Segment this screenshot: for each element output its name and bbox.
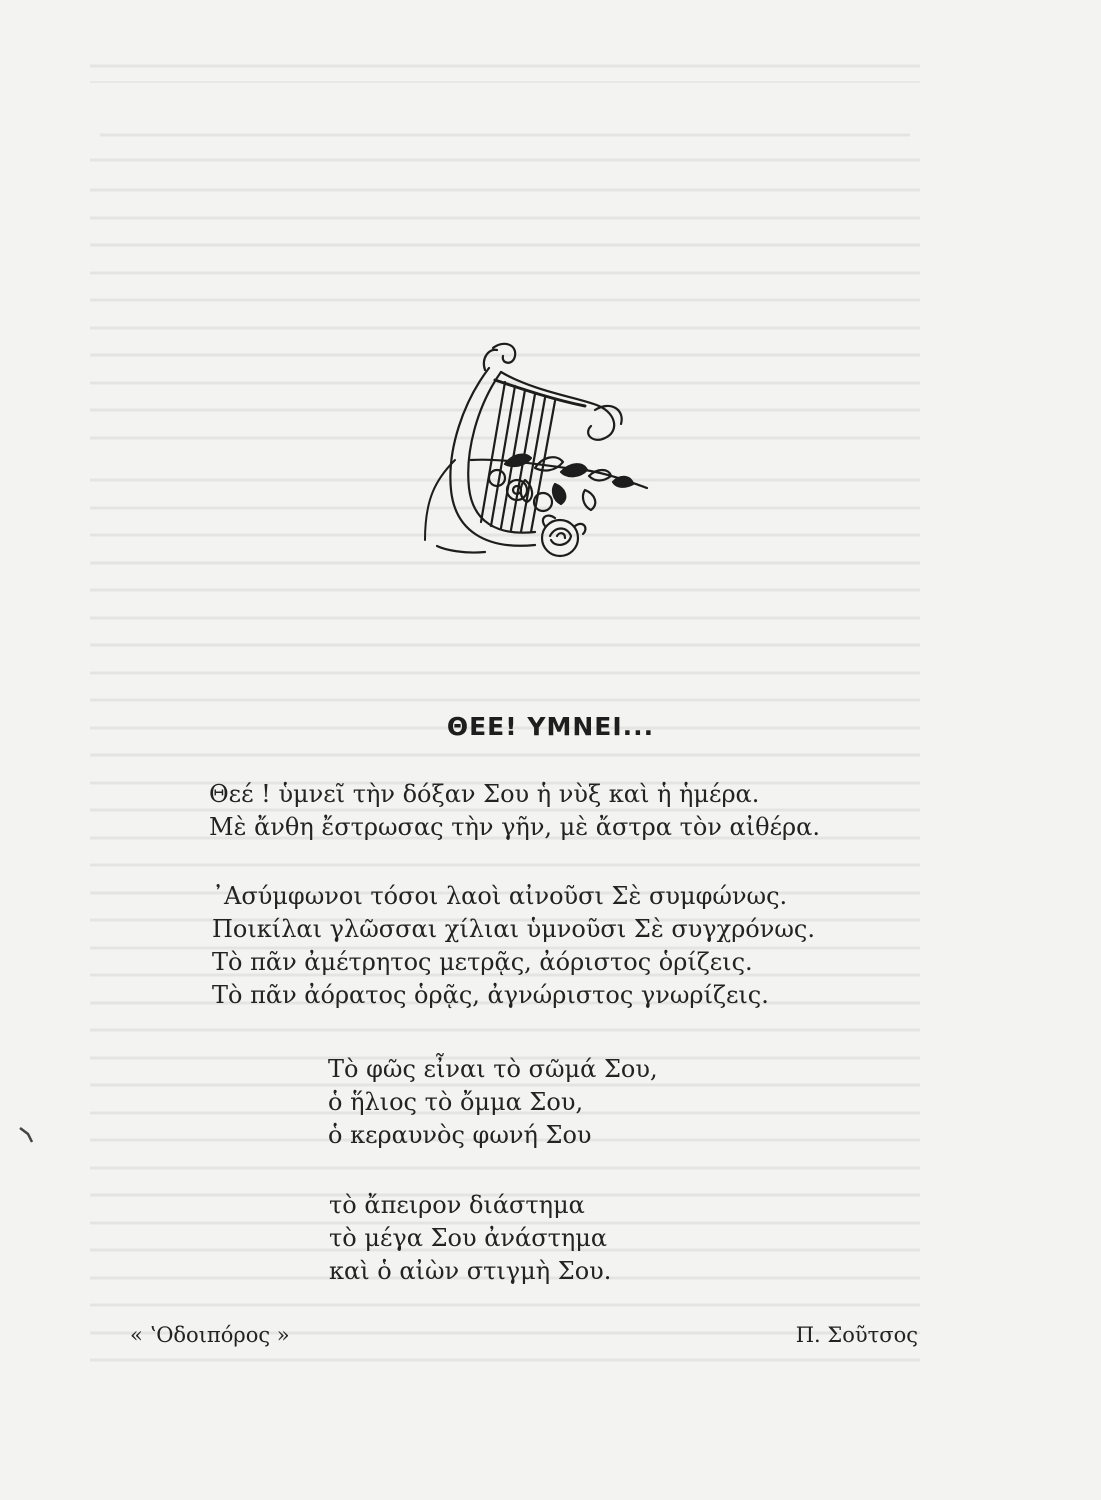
poem-line: Τὸ πᾶν ἀμέτρητος μετρᾷς, ἀόριστος ὁρίζεις. [212, 948, 753, 976]
poem-line: Τὸ πᾶν ἀόρατος ὁρᾷς, ἀγνώριστος γνωρίζεις. [212, 981, 769, 1009]
poem-line: ὁ κεραυνὸς φωνή Σου [328, 1121, 592, 1149]
poem-line: Μὲ ἄνθη ἔστρωσας τὴν γῆν, μὲ ἄστρα τὸν αἰθέρα. [209, 813, 820, 841]
poem-line: Ποικίλαι γλῶσσαι χίλιαι ὑμνοῦσι Σὲ συγχρόνως. [212, 915, 815, 943]
author-name: Π. Σοῦτσος [795, 1323, 918, 1347]
poem-line: τὸ ἄπειρον διάστημα [329, 1191, 585, 1219]
poem-line: ᾿Ασύμφωνοι τόσοι λαοὶ αἰνοῦσι Σὲ συμφώνως. [212, 882, 788, 910]
poem-title: ΘΕΕ! ΥΜΝΕΙ... [446, 712, 655, 741]
poem-line: ὁ ἥλιος τὸ ὄμμα Σου, [328, 1088, 584, 1116]
poem-line: Τὸ φῶς εἶναι τὸ σῶμά Σου, [328, 1055, 658, 1083]
source-citation: « ʽΟδοιπόρος » [130, 1323, 290, 1347]
poem-line: τὸ μέγα Σου ἀνάστημα [329, 1224, 608, 1252]
poem-line: καὶ ὁ αἰὼν στιγμὴ Σου. [329, 1257, 612, 1285]
poem-line: Θεέ ! ὑμνεῖ τὴν δόξαν Σου ἡ νὺξ καὶ ἡ ἡμέρα. [209, 780, 760, 808]
